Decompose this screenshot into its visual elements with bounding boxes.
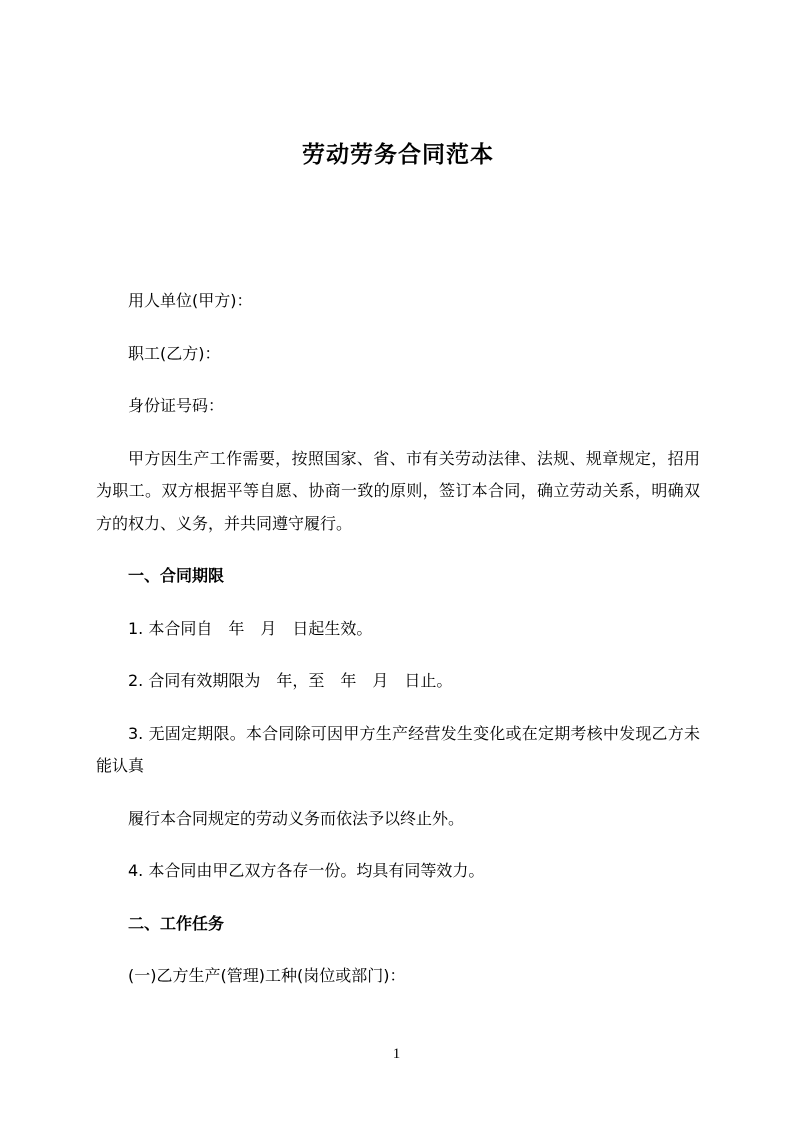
- paragraph-clause-2: 2. 合同有效期限为 年，至 年 月 日止。: [128, 671, 453, 690]
- paragraph-work-position: (一)乙方生产(管理)工种(岗位或部门)：: [128, 966, 406, 985]
- section-heading-contract-term: 一、合同期限: [128, 566, 225, 585]
- paragraph-clause-3-continued: 履行本合同规定的劳动义务而依法予以终止外。: [128, 808, 465, 828]
- paragraph-preamble: 甲方因生产工作需要，按照国家、省、市有关劳动法律、法规、规章规定，招用为职工。双方根据平等自愿、协商一致的原则，签订本合同，确立劳动关系，明确双方的权力、义务，并共同遵守履行。: [96, 448, 700, 533]
- paragraph-party-a: 用人单位(甲方)：: [128, 291, 253, 310]
- paragraph-clause-3: 3. 无固定期限。本合同除可因甲方生产经营发生变化或在定期考核中发现乙方未能认真: [96, 723, 700, 775]
- document-title: 劳动劳务合同范本: [302, 142, 494, 168]
- paragraph-clause-4: 4. 本合同由甲乙双方各存一份。均具有同等效力。: [128, 861, 485, 880]
- paragraph-id-number: 身份证号码：: [128, 396, 225, 415]
- page-number: 1: [392, 1046, 401, 1062]
- section-heading-work-tasks: 二、工作任务: [128, 913, 225, 933]
- paragraph-party-b: 职工(乙方)：: [128, 343, 221, 363]
- paragraph-clause-1: 1. 本合同自 年 月 日起生效。: [128, 618, 373, 638]
